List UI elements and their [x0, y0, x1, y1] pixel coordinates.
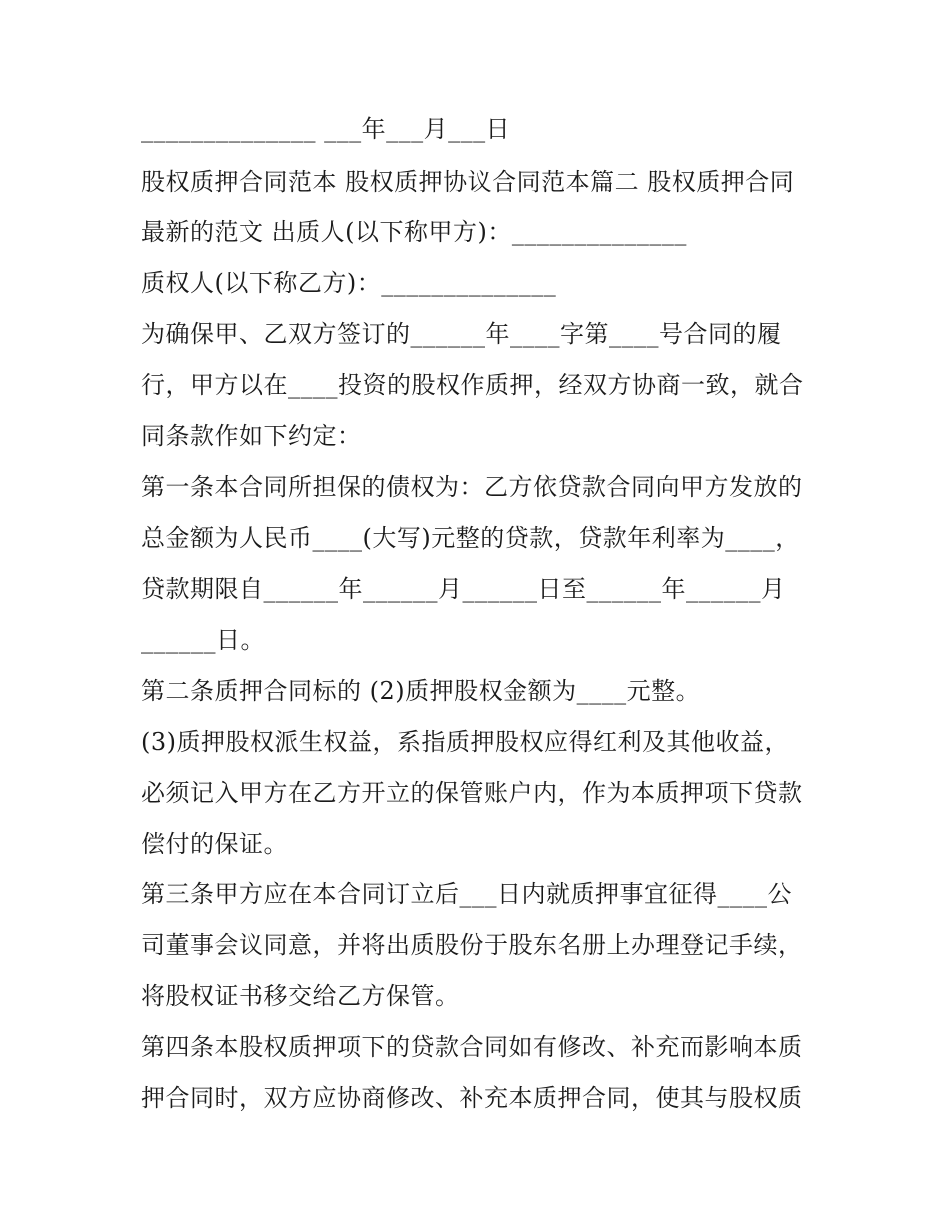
paragraph-line: 总金额为人民币____(大写)元整的贷款，贷款年利率为____，: [141, 524, 800, 552]
paragraph-line: 将股权证书移交给乙方保管。: [141, 982, 460, 1010]
title-line: 股权质押合同范本 股权质押协议合同范本篇二 股权质押合同: [141, 168, 795, 196]
article-3-line: 第三条甲方应在本合同订立后___日内就质押事宜征得____公: [141, 880, 792, 908]
paragraph-line: 行，甲方以在____投资的股权作质押，经双方协商一致，就合: [141, 371, 804, 399]
article-4-line: 第四条本股权质押项下的贷款合同如有修改、补充而影响本质: [141, 1033, 803, 1061]
paragraph-line: 贷款期限自______年______月______日至______年______月: [141, 575, 786, 603]
paragraph-line: ______日。: [141, 626, 265, 654]
paragraph-line: 押合同时，双方应协商修改、补充本质押合同，使其与股权质: [141, 1084, 803, 1112]
paragraph-line: (3)质押股权派生权益，系指质押股权应得红利及其他收益，: [141, 728, 789, 756]
pledgee-line: 质权人(以下称乙方)：______________: [141, 269, 557, 297]
article-2-line: 第二条质押合同标的 (2)质押股权金额为____元整。: [141, 677, 701, 705]
article-1-line: 第一条本合同所担保的债权为：乙方依贷款合同向甲方发放的: [141, 473, 803, 501]
date-line: ______________ ___年___月___日: [141, 115, 511, 143]
paragraph-line: 必须记入甲方在乙方开立的保管账户内，作为本质押项下贷款: [141, 779, 803, 807]
pledgor-line: 最新的范文 出质人(以下称甲方)：______________: [141, 218, 687, 246]
paragraph-line: 偿付的保证。: [141, 830, 288, 858]
paragraph-line: 同条款作如下约定：: [141, 422, 362, 450]
paragraph-line: 司董事会议同意，并将出质股份于股东名册上办理登记手续，: [141, 931, 803, 959]
paragraph-line: 为确保甲、乙双方签订的______年____字第____号合同的履: [141, 320, 782, 348]
